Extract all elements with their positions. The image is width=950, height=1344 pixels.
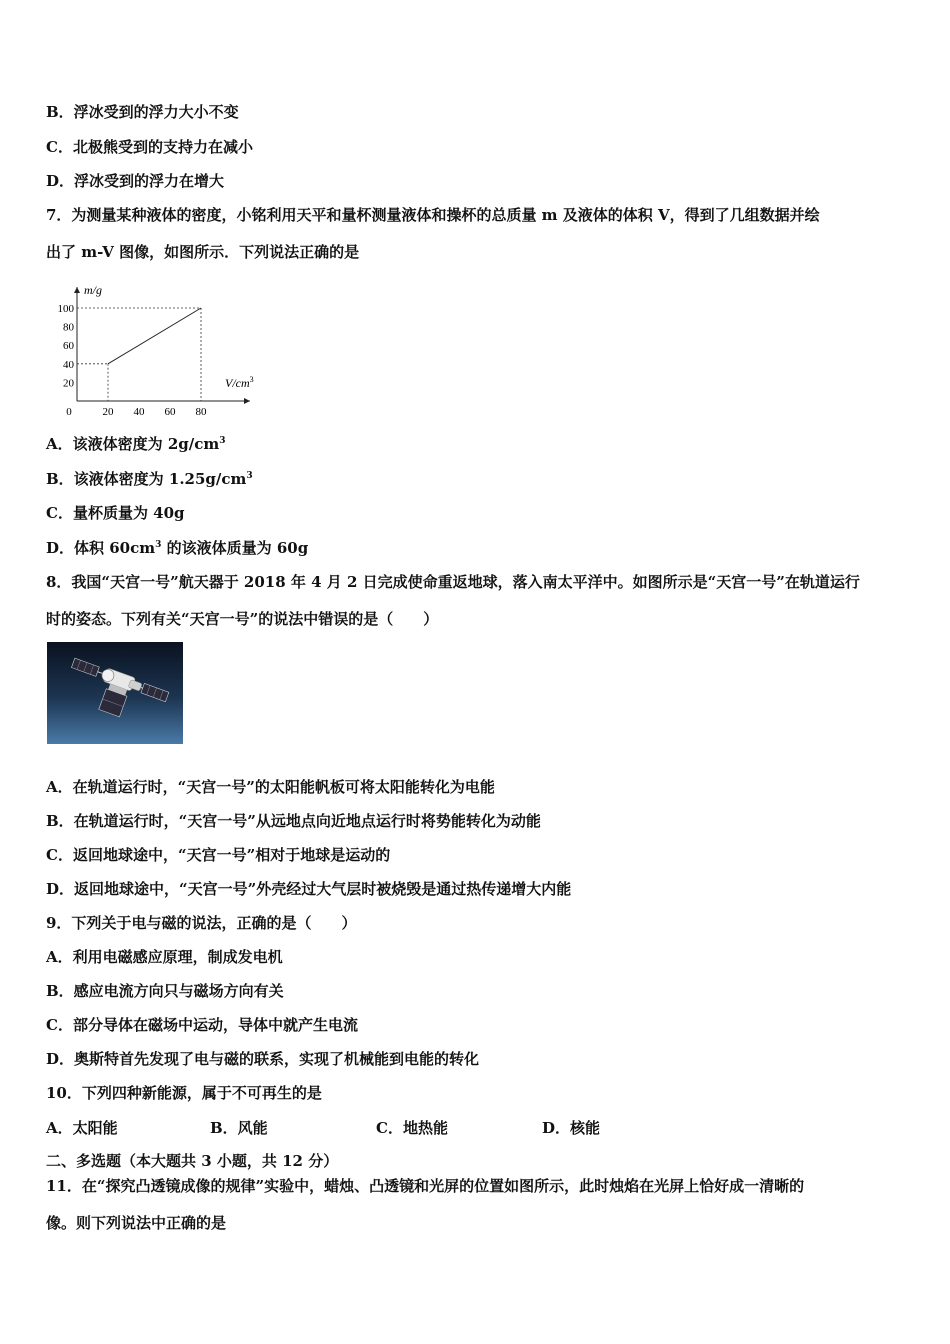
q11-stem-line2: 像。则下列说法中正确的是 <box>46 1214 227 1232</box>
y-tick-label: 20 <box>63 377 74 390</box>
q10-option-a: A．太阳能 <box>46 1119 118 1137</box>
q7-option-d: D．体积 $60cm^3$ 的该液体质量为 60g <box>46 539 309 557</box>
x-tick-label: 20 <box>102 406 114 418</box>
y-tick-label: 40 <box>63 358 74 371</box>
y-tick-label: 100 <box>57 303 74 315</box>
q9-option-a: A．利用电磁感应原理，制成发电机 <box>46 948 283 966</box>
q8-stem-line1: 8．我国“天宫一号”航天器于 2018 年 4 月 2 日完成使命重返地球，落入南太平洋中。如图所示是“天宫一号”在轨道运行 <box>46 573 860 591</box>
y-tick-label: 80 <box>63 321 74 334</box>
q8-option-b: B．在轨道运行时，“天宫一号”从远地点向近地点运行时将势能转化为动能 <box>46 812 541 830</box>
q9-option-d: D．奥斯特首先发现了电与磁的联系，实现了机械能到电能的转化 <box>46 1050 480 1068</box>
q8-stem-line2: 时的姿态。下列有关“天宫一号”的说法中错误的是（ ） <box>46 610 439 628</box>
q6-option-d: D．浮冰受到的浮力在增大 <box>46 172 225 190</box>
satellite-image <box>47 642 183 744</box>
q10-option-b: B．风能 <box>210 1119 268 1137</box>
y-axis-label: m/g <box>84 283 102 297</box>
q7-option-a: A．该液体密度为 $2g/cm^3$ <box>46 435 226 453</box>
x-axis-label: $V/cm^3$ <box>225 375 254 390</box>
x-tick-label: 40 <box>133 406 145 418</box>
section-heading-multiple-choice: 二、多选题（本大题共 3 小题，共 12 分） <box>46 1152 339 1170</box>
q9-option-b: B．感应电流方向只与磁场方向有关 <box>46 982 284 1000</box>
q9-option-c: C．部分导体在磁场中运动，导体中就产生电流 <box>46 1016 358 1034</box>
q8-option-d: D．返回地球途中，“天宫一号”外壳经过大气层时被烧毁是通过热传递增大内能 <box>46 880 572 898</box>
q10-option-c: C．地热能 <box>376 1119 448 1137</box>
x-tick-label: 0 <box>66 406 72 418</box>
q8-option-a: A．在轨道运行时，“天宫一号”的太阳能帆板可将太阳能转化为电能 <box>46 778 495 796</box>
q7-option-c: C．量杯质量为 40g <box>46 504 185 522</box>
q10-stem: 10．下列四种新能源，属于不可再生的是 <box>46 1084 322 1102</box>
data-line <box>108 308 201 364</box>
q7-option-b: B．该液体密度为 $1.25g/cm^3$ <box>46 470 253 488</box>
q8-option-c: C．返回地球途中，“天宫一号”相对于地球是运动的 <box>46 846 391 864</box>
mv-graph <box>40 279 280 419</box>
q7-stem-line2: 出了 m-V 图像，如图所示．下列说法正确的是 <box>46 243 360 261</box>
y-tick-label: 60 <box>63 340 74 353</box>
q6-option-b: B．浮冰受到的浮力大小不变 <box>46 103 239 121</box>
q10-options <box>46 1117 806 1137</box>
x-tick-label: 80 <box>195 406 207 418</box>
x-tick-label: 60 <box>164 406 176 418</box>
q11-stem-line1: 11．在“探究凸透镜成像的规律”实验中，蜡烛、凸透镜和光屏的位置如图所示，此时烛焰在光屏上恰好成一清晰的 <box>46 1177 805 1195</box>
q9-stem: 9．下列关于电与磁的说法，正确的是（ ） <box>46 914 357 932</box>
q6-option-c: C．北极熊受到的支持力在减小 <box>46 138 253 156</box>
q7-stem-line1: 7．为测量某种液体的密度，小铭利用天平和量杯测量液体和操杯的总质量 m 及液体的体积 V，得到了几组数据并绘 <box>46 206 820 224</box>
q10-option-d: D．核能 <box>542 1119 601 1137</box>
